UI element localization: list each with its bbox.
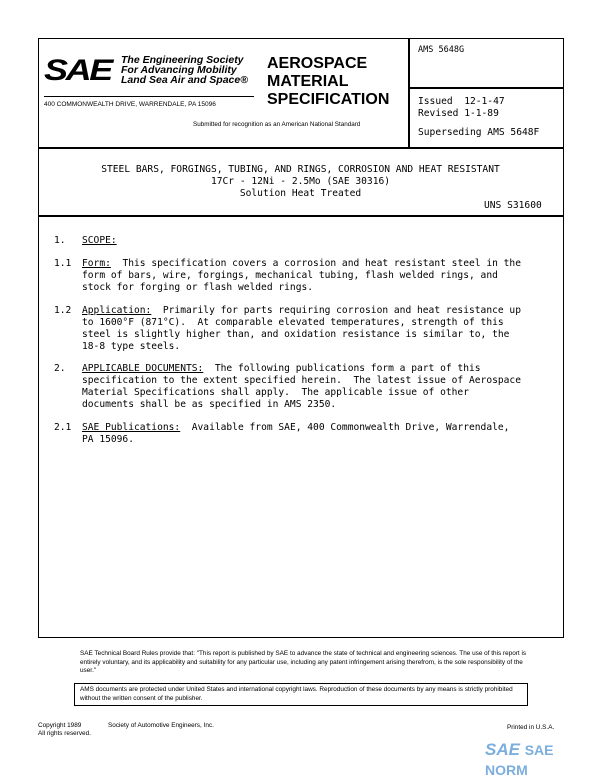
submitted-note: Submitted for recognition as an American National Standard (193, 121, 361, 128)
title-line: 17Cr - 12Ni - 2.5Mo (SAE 30316) (210, 176, 391, 187)
text: Primarily for parts requiring corrosion and heat resistance up (151, 305, 521, 316)
paragraph-line: to 1600°F (871°C). At comparable elevated temperatures, strength of this (82, 317, 504, 328)
paragraph-line (82, 258, 521, 270)
divider (408, 38, 410, 147)
section-heading: APPLICABLE DOCUMENTS: (82, 363, 204, 374)
paragraph-line: steel is slightly higher than, and oxidation resistance is similar to, the (82, 329, 510, 340)
revised-date: Revised 1-1-89 (418, 108, 499, 119)
text: This specification covers a corrosion and heat resistant steel in the (110, 258, 521, 269)
paragraph-line: stock for forging or flash welded rings. (82, 282, 314, 293)
doc-type-line: SPECIFICATION (267, 91, 390, 108)
divider (38, 147, 563, 149)
issued-date: Issued 12-1-47 (418, 96, 505, 107)
section-heading: SCOPE: (82, 235, 117, 246)
paragraph-line: 18-8 type steels. (82, 341, 181, 352)
doc-type (267, 55, 389, 109)
watermark-text: SAE NORM (485, 742, 554, 776)
divider (408, 87, 563, 89)
superseding: Superseding AMS 5648F (418, 127, 540, 138)
paragraph-line: documents shall be as specified in AMS 2350. (82, 399, 337, 410)
text: The following publications form a part of this (203, 363, 481, 374)
rights-reserved: All rights reserved. (38, 730, 91, 737)
section-heading: Application: (82, 305, 152, 316)
section-number: 2. (54, 363, 66, 374)
section-number: 1. (54, 235, 66, 246)
section-number: 1.2 (54, 305, 72, 316)
section-heading: Form: (82, 258, 111, 269)
address: 400 COMMONWEALTH DRIVE, WARRENDALE, PA 15096 (44, 96, 254, 108)
paragraph-line (82, 363, 481, 375)
tagline-line: Land Sea Air and Space® (121, 74, 248, 86)
watermark-logo: SAE SAE NORM (485, 740, 554, 776)
spec-number: AMS 5648G (418, 45, 465, 55)
doc-type-line: MATERIAL (267, 73, 349, 90)
section-number: 1.1 (54, 258, 72, 269)
section-number: 2.1 (54, 422, 72, 433)
copyright-notice: AMS documents are protected under United States and international copyright laws. Reproduction of these documents by any means is strictly prohibited without the written consent of the publisher. (74, 683, 528, 706)
tagline-line: For Advancing Mobility (121, 64, 237, 76)
title-line: STEEL BARS, FORGINGS, TUBING, AND RINGS, CORROSION AND HEAT RESISTANT (101, 164, 500, 175)
uns-number: UNS S31600 (484, 200, 542, 211)
text: Available from SAE, 400 Commonwealth Drive, Warrendale, (180, 422, 510, 433)
printed-in: Printed in U.S.A. (507, 724, 555, 731)
technical-board-rules: SAE Technical Board Rules provide that: "This report is published by SAE to advance the state of technical and engineering sciences. The use of this report is entirely voluntary, and its applicability and suitability for any particular use, including any patent infringement arising therefrom, is the sole responsibility of the user." (80, 650, 527, 674)
divider (38, 215, 563, 217)
doc-type-line: AEROSPACE (267, 55, 368, 72)
paragraph-line (82, 305, 521, 317)
publisher: Society of Automotive Engineers, Inc. (108, 722, 214, 729)
section-heading: SAE Publications: (82, 422, 181, 433)
paragraph-line: specification to the extent specified herein. The latest issue of Aerospace (82, 375, 521, 386)
sae-logo: SAE (44, 54, 111, 87)
paragraph-line: PA 15096. (82, 434, 134, 445)
paragraph-line: form of bars, wire, forgings, mechanical tubing, flash welded rings, and (82, 270, 498, 281)
copyright-year: Copyright 1989 (38, 722, 82, 729)
tagline-line: The Engineering Society (121, 54, 244, 66)
paragraph-line (82, 422, 509, 434)
title-line: Solution Heat Treated (239, 188, 362, 199)
paragraph-line: Material Specifications shall apply. The applicable issue of other (82, 387, 469, 398)
tagline (121, 55, 248, 85)
